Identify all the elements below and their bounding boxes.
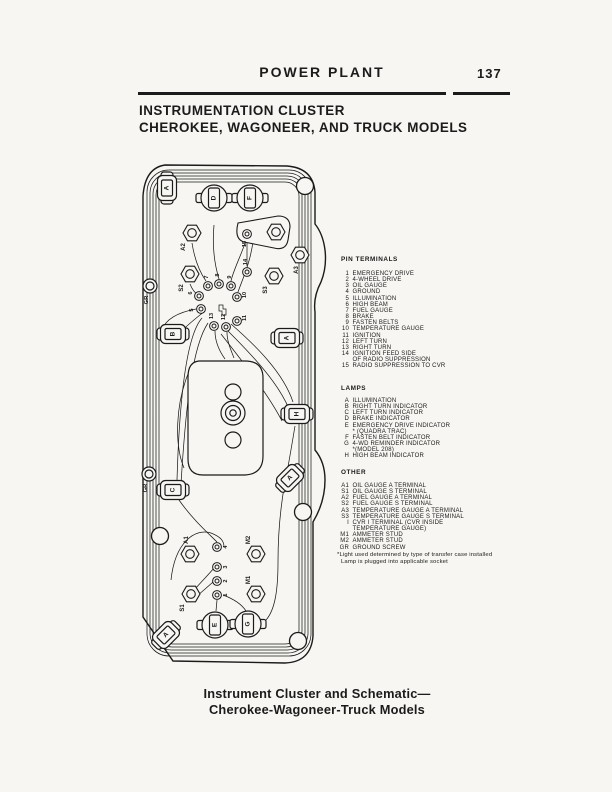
pin-5-marker	[189, 305, 205, 314]
hole-marker	[290, 633, 307, 650]
page-number: 137	[477, 66, 502, 81]
legend-item: F FASTEN BELT INDICATOR	[345, 434, 431, 441]
legend-item: 9 FASTEN BELTS	[345, 320, 399, 327]
legend-item: S3 TEMPERATURE GAUGE S TERMINAL	[341, 513, 464, 520]
diagram-label: A	[285, 473, 295, 483]
hex-A2-marker	[181, 225, 201, 251]
diagram-label: A	[161, 630, 171, 640]
pin-terminals-heading: PIN TERMINALS	[341, 256, 398, 263]
hex-M1-marker	[246, 575, 265, 602]
diagram-label: S1	[180, 604, 186, 612]
hole-marker	[295, 504, 312, 521]
figure-caption	[127, 686, 507, 717]
diagram-label: C	[169, 487, 177, 493]
legend-item: 4 GROUND	[345, 289, 381, 296]
section-title-line2: CHEROKEE, WAGONEER, AND TRUCK MODELS	[139, 119, 468, 135]
pin-14-marker	[243, 258, 252, 276]
hex-S3-marker	[263, 268, 283, 293]
pin-8-marker	[215, 273, 224, 288]
pin-10-marker	[233, 292, 248, 302]
legend-item: M2 AMMETER STUD	[340, 538, 403, 545]
legend-item: A1 OIL GAUGE A TERMINAL	[341, 483, 427, 489]
diagram-label: 3	[223, 565, 229, 569]
diagram-label: 9	[227, 275, 233, 279]
diagram-label: 14	[243, 258, 249, 266]
footnote	[337, 552, 537, 566]
gauge-D-marker	[196, 185, 232, 211]
diagram-label: D	[210, 195, 218, 201]
lamp-H-marker	[281, 405, 313, 424]
diagram-label: A	[283, 335, 291, 341]
footnote-line1: *Light used determined by type of transfer case installed	[337, 552, 493, 558]
legend-item: A2 FUEL GAUGE A TERMINAL	[341, 495, 433, 502]
diagram-label: M1	[246, 575, 252, 585]
pin-13-marker	[209, 313, 218, 331]
lamp-C-marker	[157, 481, 189, 500]
diagram-label: A2	[181, 243, 187, 251]
legend-item: H HIGH BEAM INDICATOR	[344, 453, 425, 460]
pin-3-marker	[213, 563, 229, 572]
diagram-label: S2	[179, 284, 185, 292]
legend-item: 11 IGNITION	[342, 332, 381, 339]
lamp-A-marker	[158, 172, 177, 204]
pin-2-marker	[213, 577, 229, 586]
lamps-heading: LAMPS	[341, 385, 367, 392]
diagram-label: A	[163, 185, 171, 191]
legend-item: A ILLUMINATION	[344, 398, 397, 404]
hex-S1-marker	[180, 586, 200, 611]
diagram-label: E	[211, 622, 219, 628]
diagram-label: S3	[263, 286, 269, 294]
legend-item: M1 AMMETER STUD	[340, 532, 403, 539]
gauge-E-marker	[197, 612, 233, 638]
gauge-G-marker	[230, 611, 266, 637]
legend-item: E EMERGENCY DRIVE INDICATOR	[344, 422, 451, 429]
lamp-A-marker	[272, 460, 308, 496]
pin-1-marker	[213, 591, 229, 600]
lamp-A-marker	[271, 329, 303, 348]
diagram-label: 10	[242, 291, 248, 299]
legend-item: 6 HIGH BEAM	[345, 301, 388, 308]
legend-item: 10 TEMPERATURE GAUGE	[341, 326, 425, 333]
legend-item: 15 RADIO SUPPRESSION TO CVR	[341, 363, 446, 370]
diagram-label: 7	[204, 275, 210, 279]
legend-item: S2 FUEL GAUGE S TERMINAL	[341, 501, 433, 508]
diagram-label: F	[246, 196, 254, 200]
legend-item: S1 OIL GAUGE S TERMINAL	[341, 489, 427, 496]
legend-item: TEMPERATURE GAUGE)	[352, 526, 427, 533]
pin-terminals-list	[338, 271, 528, 370]
diagram-label: 15	[242, 240, 248, 248]
pin-9-marker	[227, 275, 236, 290]
legend-item: 5 ILLUMINATION	[345, 295, 397, 302]
gauge-F-marker	[232, 185, 268, 211]
diagram-label: B	[169, 331, 177, 337]
instrument-cluster-diagram	[135, 162, 335, 680]
legend-item: 2 4-WHEEL DRIVE	[345, 277, 402, 284]
diagram-label: 13	[209, 312, 215, 320]
legend-item: 8 BRAKE	[345, 314, 374, 321]
pin-11-marker	[233, 315, 248, 325]
diagram-label: 6	[188, 291, 194, 295]
pin-7-marker	[204, 275, 213, 290]
lamp-B-marker	[157, 325, 189, 344]
diagram-label: M2	[246, 535, 252, 545]
legend-item: 1 EMERGENCY DRIVE	[345, 271, 415, 277]
other-heading: OTHER	[341, 469, 367, 476]
legend-item: 13 RIGHT TURN	[341, 344, 392, 351]
legend-item: B RIGHT TURN INDICATOR	[344, 404, 428, 411]
section-title	[139, 103, 467, 136]
hole-marker	[297, 178, 314, 195]
hex-A3-marker	[291, 247, 309, 274]
other-list	[338, 483, 528, 551]
diagram-label: H	[293, 411, 301, 417]
speedometer-plate	[188, 361, 263, 475]
caption-line1: Instrument Cluster and Schematic—	[203, 686, 431, 701]
legend-item: OF RADIO SUPPRESSION	[352, 357, 431, 364]
diagram-label: GR	[143, 483, 149, 493]
hole-marker	[152, 528, 169, 545]
diagram-label: G	[244, 621, 252, 627]
legend-item: 14 IGNITION FEED SIDE	[341, 351, 417, 358]
page-title: POWER PLANT	[259, 64, 385, 80]
header-rule	[138, 92, 446, 95]
section-title-line1: INSTRUMENTATION CLUSTER	[139, 103, 345, 118]
legend-item: *(MODEL 208)	[352, 447, 395, 454]
diagram-label: 2	[223, 579, 229, 583]
legend-item: C LEFT TURN INDICATOR	[344, 410, 424, 417]
legend-item: GR GROUND SCREW	[339, 544, 406, 551]
hex-S2-marker	[179, 266, 199, 291]
diagram-label: 8	[215, 273, 221, 277]
ground-GR-marker	[142, 467, 156, 492]
legend-item: 3 OIL GAUGE	[345, 283, 388, 290]
pin-6-marker	[188, 291, 203, 300]
diagram-label: GR	[144, 295, 150, 305]
diagram-label: A3	[294, 266, 300, 274]
legend-item: 12 LEFT TURN	[341, 338, 388, 345]
diagram-label: 4	[223, 545, 229, 549]
header-rule-short	[453, 92, 510, 95]
legend-item: D BRAKE INDICATOR	[344, 416, 410, 423]
hex-M2-marker	[246, 535, 265, 562]
caption-line2: Cherokee-Wagoneer-Truck Models	[208, 701, 425, 717]
diagram-label: 11	[242, 315, 248, 321]
pin-4-marker	[213, 543, 229, 552]
legend-item: * (QUADRA TRAC)	[352, 428, 407, 435]
hex-marker	[267, 224, 285, 240]
legend-item: G 4-WD REMINDER INDICATOR	[344, 441, 441, 448]
diagram-label: A1	[184, 536, 190, 544]
diagram-label: 12	[221, 313, 227, 321]
legend-item: 7 FUEL GAUGE	[345, 307, 393, 314]
pin-12-marker	[221, 314, 230, 332]
hex-A1-marker	[181, 536, 199, 562]
diagram-label: 5	[189, 308, 195, 312]
footnote-line2: Lamp is plugged into applicable socket	[341, 559, 448, 565]
diagram-label: 1	[223, 593, 229, 597]
legend-item: I CVR I TERMINAL (CVR INSIDE	[347, 519, 444, 526]
lamps-list	[338, 398, 528, 460]
legend-item: A3 TEMPERATURE GAUGE A TERMINAL	[341, 507, 464, 514]
lamp-A-marker	[148, 617, 184, 653]
